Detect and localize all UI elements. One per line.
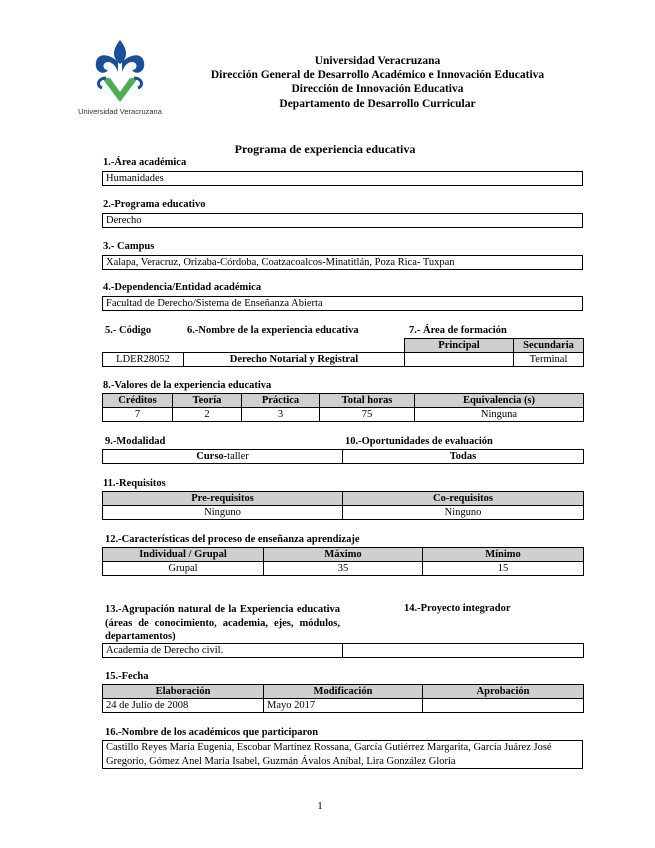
modificacion-header: Modificación: [264, 685, 423, 699]
logo-caption: Universidad Veracruzana: [78, 107, 162, 116]
principal-value: [405, 353, 514, 367]
pre-requisitos-header: Pre-requisitos: [103, 492, 343, 506]
secundaria-value: Terminal: [514, 353, 584, 367]
campus-label: 3.- Campus: [103, 241, 155, 252]
campus-value: Xalapa, Veracruz, Orizaba-Córdoba, Coatzacoalcos-Minatitlán, Poza Rica- Tuxpan: [102, 255, 583, 270]
aprobacion-header: Aprobación: [423, 685, 584, 699]
agrupacion-label: 13.-Agrupación natural de la Experiencia educativa (áreas de conocimiento, academia, ejes, módulos, departamentos): [105, 604, 340, 642]
programa-educativo-value: Derecho: [102, 213, 583, 228]
fecha-table: [102, 684, 584, 713]
maximo-value: 35: [264, 562, 423, 576]
secundaria-header: Secundaria: [514, 339, 584, 353]
practica-header: Práctica: [242, 394, 320, 408]
principal-header: Principal: [405, 339, 514, 353]
individual-grupal-value: Grupal: [103, 562, 264, 576]
agrupacion-table: [102, 643, 584, 658]
co-requisitos-header: Co-requisitos: [343, 492, 584, 506]
logo-emblem-icon: [96, 40, 145, 102]
requisitos-table: [102, 491, 584, 520]
codigo-label: 5.- Código: [105, 325, 152, 336]
caracteristicas-table: [102, 547, 584, 576]
codigo-nombre-area-table: [102, 338, 584, 367]
modalidad-value-bold: Curso-: [196, 451, 228, 462]
proyecto-integrador-value: [343, 644, 584, 658]
modalidad-table: [102, 449, 584, 464]
pre-requisitos-value: Ninguno: [103, 506, 343, 520]
aprobacion-value: [423, 699, 584, 713]
document-header: [180, 54, 575, 111]
valores-label: 8.-Valores de la experiencia educativa: [103, 380, 272, 391]
area-formacion-label: 7.- Área de formación: [409, 325, 507, 336]
academicos-label: 16.-Nombre de los académicos que participaron: [105, 727, 319, 738]
minimo-header: Mínimo: [423, 548, 584, 562]
academicos-value: Castillo Reyes María Eugenia, Escobar Martínez Rossana, García Gutiérrez Margarita, García Juárez José Gregorio, Gómez Anel María Isabel, Guzmán Ávalos Aníbal, Lira González Gloria: [102, 740, 583, 769]
modificacion-value: Mayo 2017: [264, 699, 423, 713]
individual-grupal-header: Individual / Grupal: [103, 548, 264, 562]
header-line-1: Universidad Veracruzana: [314, 55, 441, 67]
dependencia-label: 4.-Dependencia/Entidad académica: [103, 282, 262, 293]
modalidad-value: [103, 450, 343, 464]
total-horas-value: 75: [320, 408, 415, 422]
area-academica-value: Humanidades: [102, 171, 583, 186]
proyecto-integrador-label: 14.-Proyecto integrador: [404, 603, 511, 614]
total-horas-header: Total horas: [320, 394, 415, 408]
document-title: Programa de experiencia educativa: [234, 142, 416, 156]
header-line-4: Departamento de Desarrollo Curricular: [279, 97, 476, 110]
oportunidades-value: Todas: [343, 450, 584, 464]
oportunidades-label: 10.-Oportunidades de evaluación: [345, 436, 493, 447]
agrupacion-value: Academia de Derecho civil.: [103, 644, 343, 658]
area-academica-label: 1.-Área académica: [103, 157, 187, 168]
fecha-label: 15.-Fecha: [105, 671, 149, 682]
page-number: 1: [317, 800, 323, 812]
creditos-header: Créditos: [103, 394, 173, 408]
codigo-value: LDER28052: [103, 353, 184, 367]
requisitos-label: 11.-Requisitos: [103, 478, 166, 489]
equivalencia-value: Ninguna: [415, 408, 584, 422]
dependencia-value: Facultad de Derecho/Sistema de Enseñanza Abierta: [102, 296, 583, 311]
equivalencia-header: Equivalencia (s): [415, 394, 584, 408]
header-line-2: Dirección General de Desarrollo Académico e Innovación Educativa: [210, 69, 545, 82]
modalidad-value-rest: taller: [227, 451, 249, 462]
creditos-value: 7: [103, 408, 173, 422]
programa-educativo-label: 2.-Programa educativo: [103, 199, 206, 210]
nombre-experiencia-label: 6.-Nombre de la experiencia educativa: [187, 325, 359, 336]
co-requisitos-value: Ninguno: [343, 506, 584, 520]
teoria-value: 2: [173, 408, 242, 422]
header-line-3: Dirección de Innovación Educativa: [291, 83, 464, 96]
caracteristicas-label: 12.-Características del proceso de enseñanza aprendizaje: [105, 534, 360, 545]
modalidad-label: 9.-Modalidad: [105, 436, 166, 447]
minimo-value: 15: [423, 562, 584, 576]
elaboracion-header: Elaboración: [103, 685, 264, 699]
valores-table: [102, 393, 584, 422]
practica-value: 3: [242, 408, 320, 422]
nombre-experiencia-value: Derecho Notarial y Registral: [184, 353, 405, 367]
maximo-header: Máximo: [264, 548, 423, 562]
teoria-header: Teoría: [173, 394, 242, 408]
elaboracion-value: 24 de Julio de 2008: [103, 699, 264, 713]
